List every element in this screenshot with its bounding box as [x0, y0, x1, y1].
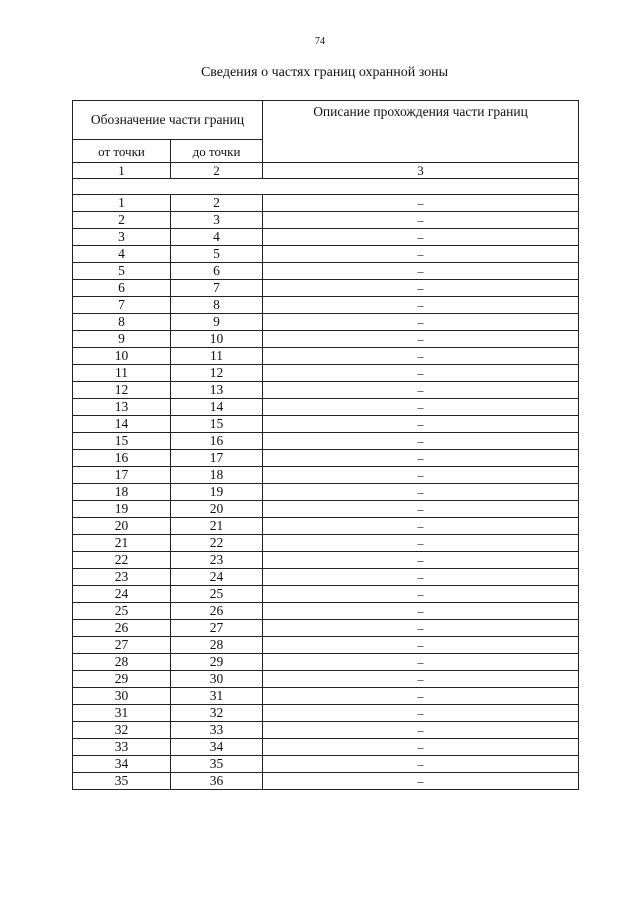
description-cell: –: [263, 263, 579, 280]
to-point-cell: 32: [171, 705, 263, 722]
table-row: [73, 280, 579, 297]
from-point-cell: 1: [73, 195, 171, 212]
table-row: [73, 739, 579, 756]
table-row: [73, 365, 579, 382]
from-point-cell: 2: [73, 212, 171, 229]
table-row: [73, 314, 579, 331]
table-row: [73, 501, 579, 518]
table-row: [73, 212, 579, 229]
from-point-cell: 13: [73, 399, 171, 416]
from-point-cell: 18: [73, 484, 171, 501]
from-point-cell: 29: [73, 671, 171, 688]
from-point-cell: 24: [73, 586, 171, 603]
to-point-cell: 13: [171, 382, 263, 399]
from-point-cell: 20: [73, 518, 171, 535]
to-point-cell: 27: [171, 620, 263, 637]
description-cell: –: [263, 433, 579, 450]
description-cell: –: [263, 603, 579, 620]
to-point-cell: 12: [171, 365, 263, 382]
table-row: [73, 688, 579, 705]
to-point-cell: 36: [171, 773, 263, 790]
to-point-cell: 28: [171, 637, 263, 654]
to-point-cell: 20: [171, 501, 263, 518]
from-point-cell: 11: [73, 365, 171, 382]
from-point-cell: 23: [73, 569, 171, 586]
description-cell: –: [263, 756, 579, 773]
description-cell: –: [263, 620, 579, 637]
from-point-cell: 3: [73, 229, 171, 246]
from-point-cell: 33: [73, 739, 171, 756]
to-point-cell: 29: [171, 654, 263, 671]
table-row: [73, 756, 579, 773]
to-point-cell: 15: [171, 416, 263, 433]
table-row: [73, 603, 579, 620]
to-point-cell: 14: [171, 399, 263, 416]
header-boundary-description: Описание прохождения части границ: [263, 101, 579, 163]
to-point-cell: 34: [171, 739, 263, 756]
to-point-cell: 11: [171, 348, 263, 365]
description-cell: –: [263, 773, 579, 790]
description-cell: –: [263, 365, 579, 382]
to-point-cell: 35: [171, 756, 263, 773]
from-point-cell: 30: [73, 688, 171, 705]
table-row: [73, 484, 579, 501]
description-cell: –: [263, 314, 579, 331]
to-point-cell: 30: [171, 671, 263, 688]
description-cell: –: [263, 195, 579, 212]
description-cell: –: [263, 705, 579, 722]
from-point-cell: 19: [73, 501, 171, 518]
to-point-cell: 19: [171, 484, 263, 501]
table-row: [73, 433, 579, 450]
from-point-cell: 21: [73, 535, 171, 552]
table-row: [73, 331, 579, 348]
description-cell: –: [263, 569, 579, 586]
from-point-cell: 17: [73, 467, 171, 484]
from-point-cell: 26: [73, 620, 171, 637]
to-point-cell: 18: [171, 467, 263, 484]
to-point-cell: 22: [171, 535, 263, 552]
column-number-2: 2: [171, 163, 263, 179]
from-point-cell: 6: [73, 280, 171, 297]
table-row: [73, 348, 579, 365]
table-row: [73, 297, 579, 314]
table-row: [73, 552, 579, 569]
description-cell: –: [263, 671, 579, 688]
from-point-cell: 25: [73, 603, 171, 620]
from-point-cell: 5: [73, 263, 171, 280]
description-cell: –: [263, 501, 579, 518]
from-point-cell: 34: [73, 756, 171, 773]
description-cell: –: [263, 297, 579, 314]
table-row: [73, 518, 579, 535]
table-row: [73, 535, 579, 552]
to-point-cell: 24: [171, 569, 263, 586]
table-body: [73, 195, 579, 790]
table-row: [73, 705, 579, 722]
from-point-cell: 10: [73, 348, 171, 365]
description-cell: –: [263, 331, 579, 348]
from-point-cell: 9: [73, 331, 171, 348]
table-row: [73, 399, 579, 416]
from-point-cell: 12: [73, 382, 171, 399]
description-cell: –: [263, 722, 579, 739]
table-row: [73, 195, 579, 212]
description-cell: –: [263, 586, 579, 603]
section-label-row: [73, 179, 579, 195]
description-cell: –: [263, 688, 579, 705]
to-point-cell: 4: [171, 229, 263, 246]
description-cell: –: [263, 280, 579, 297]
to-point-cell: 21: [171, 518, 263, 535]
description-cell: –: [263, 739, 579, 756]
from-point-cell: 16: [73, 450, 171, 467]
description-cell: –: [263, 229, 579, 246]
table-row: [73, 263, 579, 280]
to-point-cell: 31: [171, 688, 263, 705]
table-row: [73, 654, 579, 671]
description-cell: –: [263, 518, 579, 535]
from-point-cell: 8: [73, 314, 171, 331]
table-row: [73, 620, 579, 637]
description-cell: –: [263, 535, 579, 552]
header-to-point: до точки: [171, 140, 263, 163]
to-point-cell: 16: [171, 433, 263, 450]
from-point-cell: 7: [73, 297, 171, 314]
to-point-cell: 5: [171, 246, 263, 263]
to-point-cell: 7: [171, 280, 263, 297]
to-point-cell: 6: [171, 263, 263, 280]
description-cell: –: [263, 246, 579, 263]
boundary-parts-table: [72, 100, 579, 790]
table-row: [73, 722, 579, 739]
to-point-cell: 26: [171, 603, 263, 620]
description-cell: –: [263, 382, 579, 399]
table-row: [73, 416, 579, 433]
to-point-cell: 9: [171, 314, 263, 331]
table-row: [73, 569, 579, 586]
table-row: [73, 773, 579, 790]
to-point-cell: 23: [171, 552, 263, 569]
from-point-cell: 4: [73, 246, 171, 263]
from-point-cell: 31: [73, 705, 171, 722]
from-point-cell: 28: [73, 654, 171, 671]
description-cell: –: [263, 348, 579, 365]
page-title: Сведения о частях границ охранной зоны: [200, 65, 449, 80]
from-point-cell: 15: [73, 433, 171, 450]
description-cell: –: [263, 467, 579, 484]
description-cell: –: [263, 399, 579, 416]
table-row: [73, 671, 579, 688]
to-point-cell: 2: [171, 195, 263, 212]
page-number: 74: [315, 36, 325, 47]
description-cell: –: [263, 212, 579, 229]
to-point-cell: 8: [171, 297, 263, 314]
description-cell: –: [263, 552, 579, 569]
description-cell: –: [263, 450, 579, 467]
description-cell: –: [263, 637, 579, 654]
description-cell: –: [263, 416, 579, 433]
table-row: [73, 229, 579, 246]
description-cell: –: [263, 484, 579, 501]
to-point-cell: 25: [171, 586, 263, 603]
header-from-point: от точки: [73, 140, 171, 163]
table-row: [73, 246, 579, 263]
to-point-cell: 10: [171, 331, 263, 348]
from-point-cell: 22: [73, 552, 171, 569]
from-point-cell: 27: [73, 637, 171, 654]
to-point-cell: 17: [171, 450, 263, 467]
column-number-1: 1: [73, 163, 171, 179]
from-point-cell: 35: [73, 773, 171, 790]
from-point-cell: 14: [73, 416, 171, 433]
table-row: [73, 382, 579, 399]
table-row: [73, 637, 579, 654]
table-row: [73, 586, 579, 603]
to-point-cell: 33: [171, 722, 263, 739]
table-row: [73, 450, 579, 467]
column-number-3: 3: [263, 163, 579, 179]
to-point-cell: 3: [171, 212, 263, 229]
header-boundary-designation: Обозначение части границ: [73, 101, 263, 140]
description-cell: –: [263, 654, 579, 671]
table-row: [73, 467, 579, 484]
from-point-cell: 32: [73, 722, 171, 739]
